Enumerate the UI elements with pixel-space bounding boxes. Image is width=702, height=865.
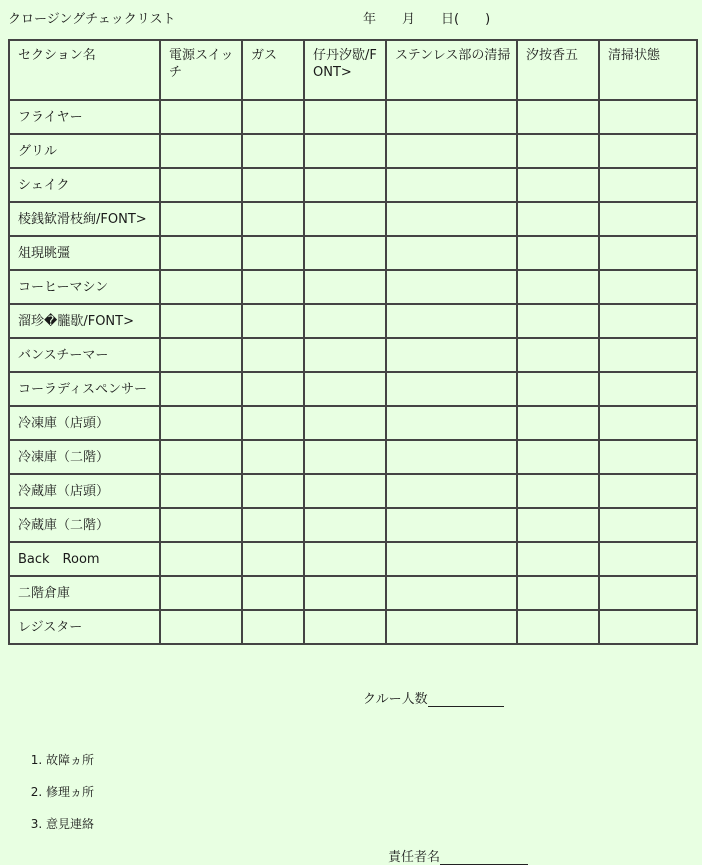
table-row [9,508,697,542]
check-cell [517,576,599,610]
check-cell [160,100,242,134]
check-cell [304,134,386,168]
check-cell [517,270,599,304]
table-row [9,406,697,440]
check-cell [517,610,599,644]
column-header: 仔丹汐歇/FONT> [304,40,386,100]
section-name-cell: 棱銭歓滑枝絢/FONT> [9,202,160,236]
page-title: クロージングチェックリスト [8,12,176,27]
section-name-cell: 冷蔵庫（二階） [9,508,160,542]
check-cell [160,236,242,270]
table-row [9,202,697,236]
section-name-cell: グリル [9,134,160,168]
table-row [9,270,697,304]
section-name-cell: バンスチーマー [9,338,160,372]
check-cell [517,202,599,236]
check-cell [160,474,242,508]
column-header: 電源スイッチ [160,40,242,100]
check-cell [242,576,304,610]
check-cell [386,372,517,406]
check-cell [304,542,386,576]
table-row [9,236,697,270]
check-cell [242,406,304,440]
column-header: セクション名 [9,40,160,100]
date-field: 年 月 日( ) [363,12,491,27]
check-cell [242,168,304,202]
check-cell [386,338,517,372]
table-row [9,610,697,644]
check-cell [160,508,242,542]
check-cell [160,610,242,644]
check-cell [242,542,304,576]
table-row [9,474,697,508]
check-cell [517,372,599,406]
table-row [9,372,697,406]
check-cell [599,576,697,610]
check-cell [599,406,697,440]
check-cell [386,406,517,440]
section-name-cell: コーヒーマシン [9,270,160,304]
check-cell [517,304,599,338]
check-cell [517,168,599,202]
table-row [9,134,697,168]
check-cell [242,202,304,236]
check-cell [517,542,599,576]
check-cell [599,100,697,134]
check-cell [304,508,386,542]
check-cell [160,168,242,202]
column-header: 汐按香五 [517,40,599,100]
table-row [9,338,697,372]
check-cell [304,304,386,338]
check-cell [304,474,386,508]
check-cell [386,236,517,270]
section-name-cell: レジスター [9,610,160,644]
check-cell [386,576,517,610]
check-cell [160,542,242,576]
check-cell [304,440,386,474]
check-cell [304,100,386,134]
check-cell [517,406,599,440]
section-name-cell: 二階倉庫 [9,576,160,610]
check-cell [599,304,697,338]
notes-list [0,750,94,846]
crew-count-blank [428,692,504,707]
check-cell [160,202,242,236]
check-cell [160,304,242,338]
header-row [9,40,697,100]
check-cell [242,236,304,270]
check-cell [599,474,697,508]
check-cell [160,440,242,474]
section-name-cell: 俎現眺彊 [9,236,160,270]
check-cell [517,440,599,474]
check-cell [386,134,517,168]
check-cell [386,100,517,134]
list-item: 2. 修理ヵ所 [46,782,94,814]
column-header: ステンレス部の清掃 [386,40,517,100]
responsible-label: 責任者名 [388,850,441,865]
table-row [9,304,697,338]
check-cell [304,406,386,440]
check-cell [386,610,517,644]
section-name-cell: 冷凍庫（店頭） [9,406,160,440]
section-name-cell: フライヤー [9,100,160,134]
check-cell [160,576,242,610]
table-row [9,542,697,576]
check-cell [517,474,599,508]
column-header: ガス [242,40,304,100]
check-cell [304,338,386,372]
check-cell [242,610,304,644]
section-name-cell: 冷凍庫（二階） [9,440,160,474]
check-cell [160,372,242,406]
table-row [9,440,697,474]
check-cell [304,202,386,236]
check-cell [599,338,697,372]
list-item: 3. 意見連絡 [46,814,94,846]
check-cell [304,576,386,610]
column-header: 清掃状態 [599,40,697,100]
check-cell [242,474,304,508]
check-cell [517,338,599,372]
responsible-person [388,846,528,865]
check-cell [386,440,517,474]
check-cell [599,134,697,168]
check-cell [304,270,386,304]
check-cell [304,610,386,644]
check-cell [242,338,304,372]
check-cell [517,236,599,270]
list-item: 1. 故障ヵ所 [46,750,94,782]
check-cell [386,304,517,338]
check-cell [242,100,304,134]
table-row [9,168,697,202]
check-cell [304,372,386,406]
table-row [9,100,697,134]
crew-count [363,688,504,707]
check-cell [599,508,697,542]
check-cell [242,134,304,168]
responsible-blank [440,850,528,865]
section-name-cell: Back Room [9,542,160,576]
check-cell [160,406,242,440]
check-cell [599,542,697,576]
check-cell [242,372,304,406]
check-cell [599,270,697,304]
table-row [9,576,697,610]
check-cell [386,202,517,236]
check-cell [599,168,697,202]
check-cell [517,100,599,134]
check-cell [599,440,697,474]
check-cell [386,508,517,542]
check-cell [599,236,697,270]
section-name-cell: コーラディスペンサー [9,372,160,406]
check-cell [599,202,697,236]
check-cell [599,610,697,644]
check-cell [242,304,304,338]
crew-count-label: クルー人数 [363,692,428,707]
check-cell [386,474,517,508]
check-cell [386,542,517,576]
check-cell [304,236,386,270]
check-cell [242,440,304,474]
check-cell [242,270,304,304]
check-cell [386,270,517,304]
checklist-table [8,39,698,645]
section-name-cell: 溜珍�朧歇/FONT> [9,304,160,338]
check-cell [386,168,517,202]
check-cell [599,372,697,406]
check-cell [160,338,242,372]
check-cell [160,270,242,304]
section-name-cell: シェイク [9,168,160,202]
check-cell [304,168,386,202]
check-cell [242,508,304,542]
check-cell [160,134,242,168]
check-cell [517,508,599,542]
check-cell [517,134,599,168]
section-name-cell: 冷蔵庫（店頭） [9,474,160,508]
